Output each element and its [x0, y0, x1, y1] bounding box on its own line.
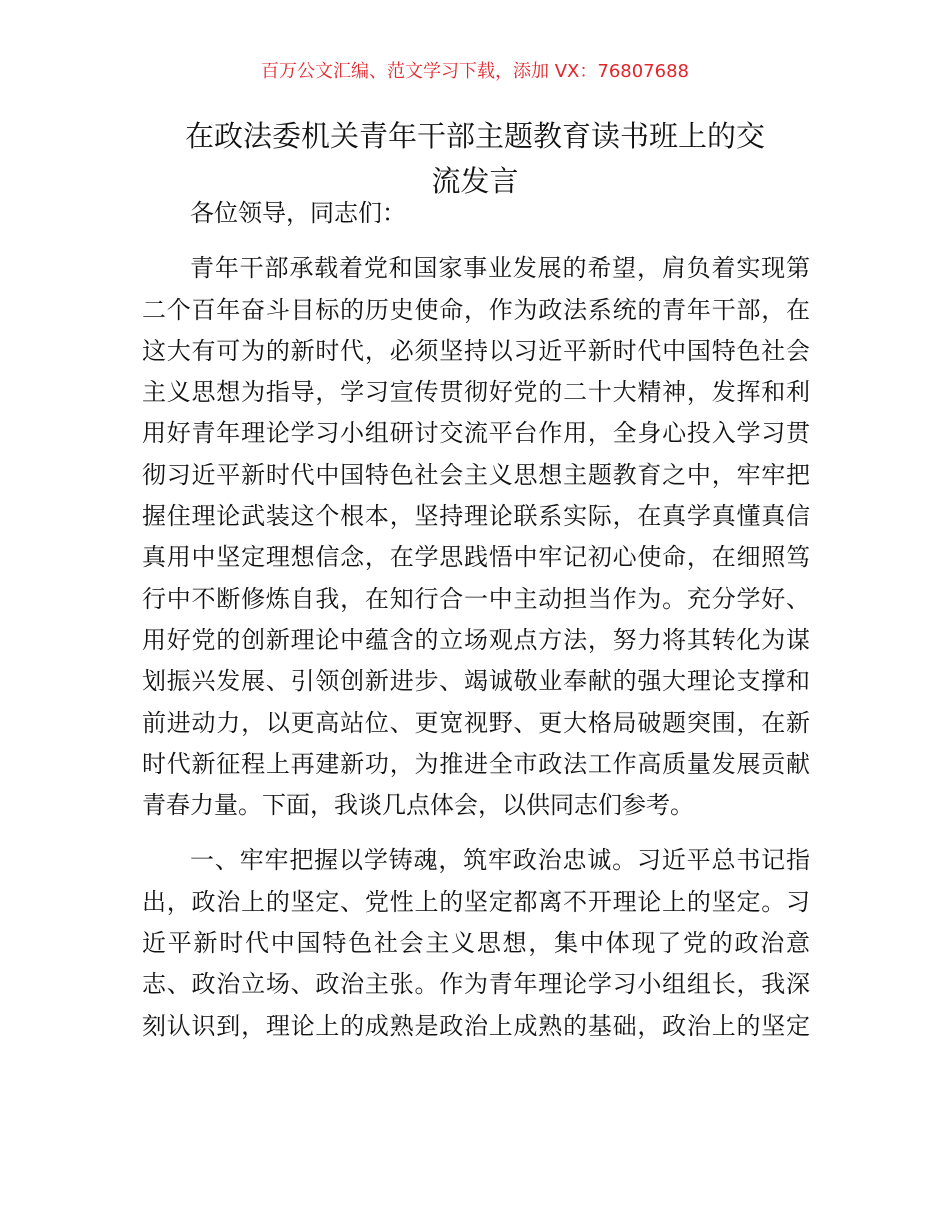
text-line: 真用中坚定理想信念，在学思践悟中牢记初心使命，在细照笃 [142, 543, 810, 572]
paragraph-2 [142, 840, 810, 1046]
text-line: 行中不断修炼自我，在知行合一中主动担当作为。充分学好、 [142, 584, 810, 613]
text-line: 青年干部承载着党和国家事业发展的希望，肩负着实现第 [190, 254, 810, 283]
title-line: 流发言 [431, 164, 519, 198]
text-line: 握住理论武装这个根本，坚持理论联系实际，在真学真懂真信 [142, 502, 810, 531]
text-line: 彻习近平新时代中国特色社会主义思想主题教育之中，牢牢把 [142, 460, 810, 489]
text-line: 一、牢牢把握以学铸魂，筑牢政治忠诚。习近平总书记指 [190, 846, 810, 875]
text-line: 青春力量。下面，我谈几点体会，以供同志们参考。 [142, 791, 694, 820]
text-line: 志、政治立场、政治主张。作为青年理论学习小组组长，我深 [142, 970, 810, 999]
text-line: 用好青年理论学习小组研讨交流平台作用，全身心投入学习贯 [142, 419, 810, 448]
text-line: 时代新征程上再建新功，为推进全市政法工作高质量发展贡献 [142, 749, 810, 778]
greeting: 各位领导，同志们： [190, 199, 406, 227]
text-line: 刻认识到，理论上的成熟是政治上成熟的基础，政治上的坚定 [142, 1011, 810, 1040]
text-line: 二个百年奋斗目标的历史使命，作为政法系统的青年干部，在 [142, 295, 810, 324]
document-body [142, 193, 810, 1061]
watermark-banner: 百万公文汇编、范文学习下载，添加 VX：76807688 [261, 61, 689, 82]
title-line: 在政法委机关青年干部主题教育读书班上的交 [184, 119, 765, 153]
text-line: 主义思想为指导，学习宣传贯彻好党的二十大精神，发挥和利 [142, 378, 810, 407]
paragraph-1 [142, 248, 810, 826]
text-line: 用好党的创新理论中蕴含的立场观点方法，努力将其转化为谋 [142, 625, 810, 654]
text-line: 前进动力，以更高站位、更宽视野、更大格局破题突围，在新 [142, 708, 810, 737]
text-line: 划振兴发展、引领创新进步、竭诚敬业奉献的强大理论支撑和 [142, 667, 810, 696]
text-line: 这大有可为的新时代，必须坚持以习近平新时代中国特色社会 [142, 336, 810, 365]
document-title [140, 114, 810, 204]
text-line: 近平新时代中国特色社会主义思想，集中体现了党的政治意 [142, 929, 810, 958]
text-line: 出，政治上的坚定、党性上的坚定都离不开理论上的坚定。习 [142, 887, 810, 916]
